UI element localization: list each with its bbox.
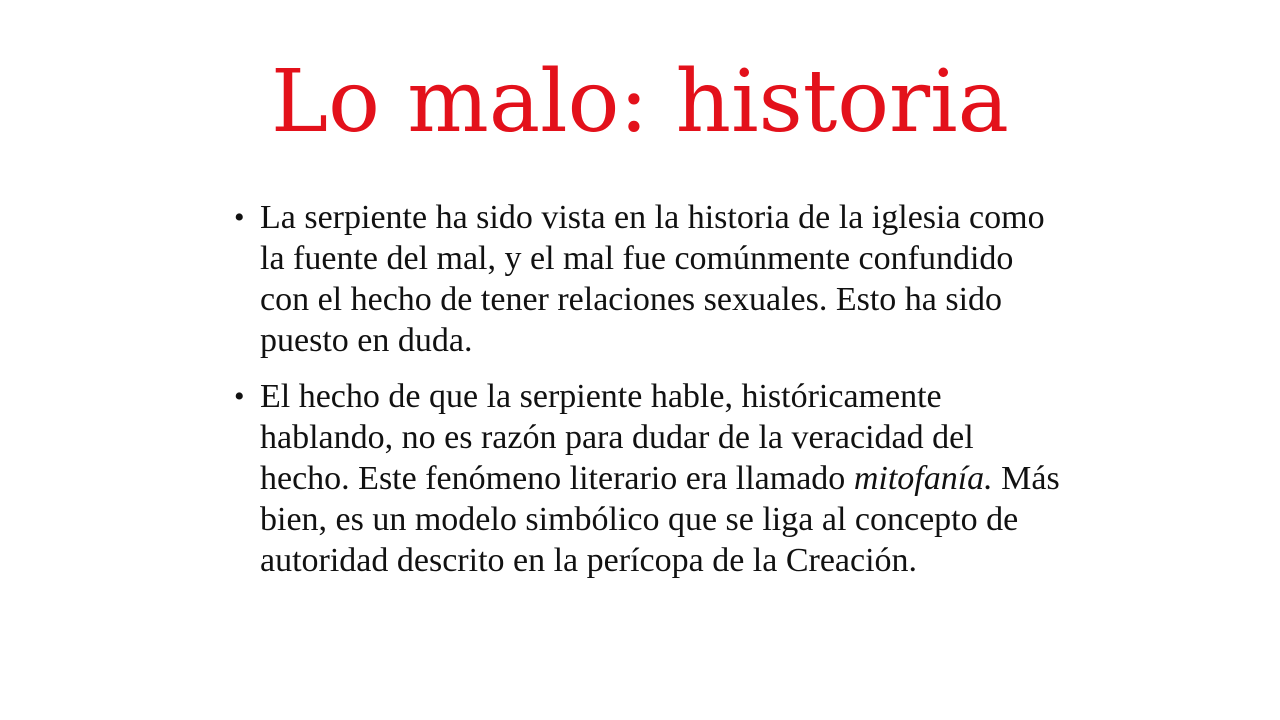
- bullet-text-part: El hecho de que la serpiente hable, históricamente hablando, no es razón para dudar de la veracidad del hecho. Este fenómeno literario era llamado: [260, 378, 974, 497]
- italic-term: mitofanía.: [853, 460, 993, 497]
- bullet-item: [232, 197, 1062, 361]
- bullet-item: [232, 376, 1062, 581]
- slide-title: Lo malo: historia: [271, 52, 1009, 152]
- bullet-icon: •: [234, 380, 245, 413]
- bullet-icon: •: [234, 201, 245, 234]
- bullet-text: La serpiente ha sido vista en la historia de la iglesia como la fuente del mal, y el mal fue comúnmente confundido con el hecho de tener relaciones sexuales. Esto ha sido puesto en duda.: [260, 199, 1045, 359]
- bullet-text: [260, 378, 1060, 579]
- bullet-list: [232, 197, 1062, 596]
- bullet-text-part: Más bien, es un modelo simbólico que se liga al concepto de autoridad descrito en la perícopa de la Creación.: [260, 460, 1060, 579]
